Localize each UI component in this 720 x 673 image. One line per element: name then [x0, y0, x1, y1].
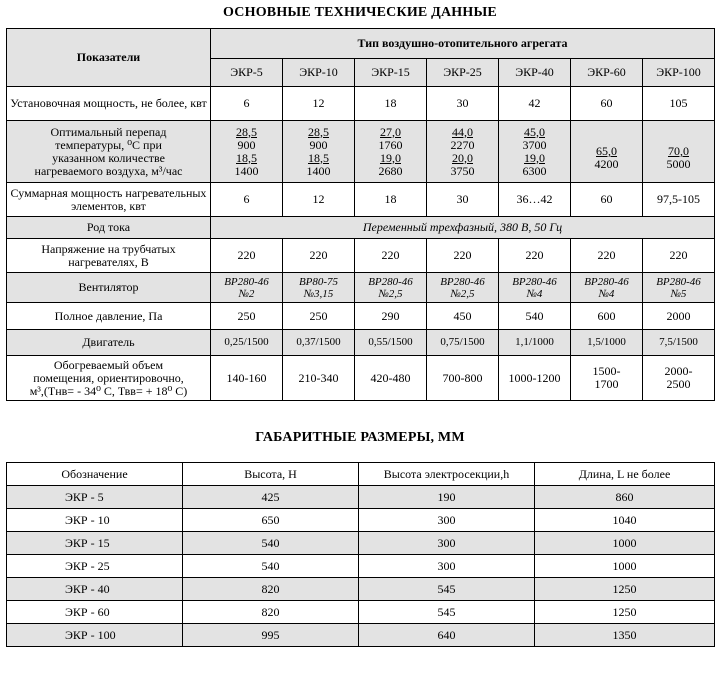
model-header: ЭКР-10: [283, 59, 355, 87]
heater-power-value: 12: [283, 183, 355, 217]
volume-value: [427, 356, 499, 401]
temp-diff-value: 4200: [594, 157, 619, 171]
dims-value-cell: 1000: [535, 532, 715, 555]
temp-diff-value: 6300: [522, 163, 547, 178]
dims-value-cell: 820: [183, 578, 359, 601]
temp-diff-cell: [499, 121, 571, 183]
temp-diff-cell: [283, 121, 355, 183]
engine-value: 1,5/1000: [571, 330, 643, 356]
volume-value: [643, 356, 715, 401]
dims-value-cell: 1250: [535, 601, 715, 624]
fan-value-line: №4: [598, 287, 615, 300]
volume-value: [499, 356, 571, 401]
dims-value-cell: 1040: [535, 509, 715, 532]
tech-spec-table: [6, 28, 715, 401]
dims-column-header: Высота электросекции,h: [359, 463, 535, 486]
dims-value-cell: 995: [183, 624, 359, 647]
volume-value-line: 210-340: [298, 370, 339, 385]
temp-diff-value: 1400: [306, 163, 331, 178]
temp-diff-value: 5000: [666, 157, 691, 171]
volume-value: [355, 356, 427, 401]
volume-value-line: 420-480: [370, 370, 411, 385]
dims-value-cell: 540: [183, 555, 359, 578]
temp-diff-cell: [355, 121, 427, 183]
power-value: 42: [499, 87, 571, 121]
fan-value-line: №2: [238, 287, 255, 300]
temp-diff-value: 28,5: [236, 124, 257, 139]
power-value: 30: [427, 87, 499, 121]
dims-row: [7, 509, 715, 532]
voltage-value: 220: [643, 239, 715, 273]
dims-row: [7, 578, 715, 601]
temp-diff-cell: [571, 121, 643, 183]
engine-value: 0,55/1500: [355, 330, 427, 356]
engine-label: Двигатель: [7, 330, 211, 356]
temp-diff-cell: [211, 121, 283, 183]
dims-column-header: Высота, Н: [183, 463, 359, 486]
fan-value-line: ВР80-75: [298, 275, 339, 288]
temp-diff-value: 1760: [378, 137, 403, 152]
fan-value: [427, 273, 499, 303]
voltage-value: 220: [427, 239, 499, 273]
dims-value-cell: 540: [183, 532, 359, 555]
volume-label-line: м³,(Тнв= - 34⁰ С, Твв= + 18⁰ С): [29, 383, 188, 398]
dims-row: [7, 486, 715, 509]
temp-diff-value: 2270: [450, 137, 475, 152]
fan-value: [499, 273, 571, 303]
temp-diff-value: 3750: [450, 163, 475, 178]
dims-row: [7, 555, 715, 578]
heater-power-value: 6: [211, 183, 283, 217]
temp-diff-value: 28,5: [308, 124, 329, 139]
spec-title: ОСНОВНЫЕ ТЕХНИЧЕСКИЕ ДАННЫЕ: [223, 5, 497, 20]
temp-diff-value: 900: [309, 137, 328, 152]
type-header: Тип воздушно-отопительного агрегата: [211, 29, 715, 59]
engine-value: 0,25/1500: [211, 330, 283, 356]
dims-row: [7, 624, 715, 647]
dims-value-cell: 300: [359, 532, 535, 555]
temp-diff-value: 65,0: [596, 144, 617, 158]
fan-value: [571, 273, 643, 303]
fan-value-line: №2,5: [378, 287, 403, 300]
fan-value-line: №3,15: [303, 287, 334, 300]
power-value: 12: [283, 87, 355, 121]
temp-diff-value: 70,0: [668, 144, 689, 158]
fan-value-line: ВР280-46: [224, 275, 269, 288]
volume-value-line: 1500-: [592, 364, 621, 378]
dims-column-header: Длина, L не более: [535, 463, 715, 486]
engine-value: 1,1/1000: [499, 330, 571, 356]
engine-value: 0,75/1500: [427, 330, 499, 356]
volume-value-line: 2500: [666, 377, 691, 391]
voltage-value: 220: [283, 239, 355, 273]
dims-value-cell: 300: [359, 509, 535, 532]
volume-value: [283, 356, 355, 401]
fan-value: [643, 273, 715, 303]
fan-value-line: ВР280-46: [440, 275, 485, 288]
temp-diff-value: 1400: [234, 163, 259, 178]
temp-diff-value: 19,0: [380, 150, 401, 165]
volume-label-line: Обогреваемый объем: [53, 357, 164, 372]
dims-value-cell: 1350: [535, 624, 715, 647]
fan-value-line: ВР280-46: [368, 275, 413, 288]
temp-diff-value: 900: [237, 137, 256, 152]
dims-value-cell: 545: [359, 578, 535, 601]
volume-value-line: 140-160: [226, 370, 267, 385]
fan-value-line: ВР280-46: [656, 275, 701, 288]
dims-value-cell: 190: [359, 486, 535, 509]
temp_diff-label-line: Оптимальный перепад: [50, 124, 167, 139]
volume-value-line: 1700: [594, 377, 619, 391]
volume-label-line: помещения, ориентировочно,: [33, 370, 184, 385]
power-value: 6: [211, 87, 283, 121]
fan-value-line: №5: [670, 287, 687, 300]
temp-diff-value: 3700: [522, 137, 547, 152]
dims-value-cell: 650: [183, 509, 359, 532]
dims-value-cell: 860: [535, 486, 715, 509]
dims-header-row: [7, 463, 715, 486]
voltage-label: Напряжение на трубчатых нагревателях, В: [7, 239, 211, 273]
fan-value-line: ВР280-46: [584, 275, 629, 288]
dimensions-table: [6, 462, 715, 647]
dims-model-cell: ЭКР - 5: [7, 486, 183, 509]
pressure-value: 250: [211, 303, 283, 330]
fan-value-line: №4: [526, 287, 543, 300]
power-label: Установочная мощность, не более, квт: [7, 87, 211, 121]
pressure-value: 250: [283, 303, 355, 330]
temp_diff-label-line: указанном количестве: [52, 150, 165, 165]
pressure-value: 450: [427, 303, 499, 330]
model-header: ЭКР-5: [211, 59, 283, 87]
volume-value-line: 2000-: [664, 364, 693, 378]
temp_diff-label-line: нагреваемого воздуха, м³/час: [34, 163, 183, 178]
dims-model-cell: ЭКР - 10: [7, 509, 183, 532]
volume-label: [7, 356, 211, 401]
heater-power-value: 18: [355, 183, 427, 217]
dims-value-cell: 300: [359, 555, 535, 578]
heater_power-label: Суммарная мощность нагревательных элементов, квт: [7, 183, 211, 217]
temp-diff-value: 18,5: [308, 150, 329, 165]
dims-value-cell: 640: [359, 624, 535, 647]
dims-value-cell: 820: [183, 601, 359, 624]
dims-model-cell: ЭКР - 40: [7, 578, 183, 601]
dims-model-cell: ЭКР - 100: [7, 624, 183, 647]
pressure-value: 2000: [643, 303, 715, 330]
temp-diff-value: 2680: [378, 163, 403, 178]
pressure-value: 600: [571, 303, 643, 330]
pressure-value: 540: [499, 303, 571, 330]
engine-value: 7,5/1500: [643, 330, 715, 356]
dims-title: ГАБАРИТНЫЕ РАЗМЕРЫ, ММ: [255, 430, 465, 445]
dims-value-cell: 425: [183, 486, 359, 509]
volume-value-line: 1000-1200: [508, 370, 561, 385]
temp-diff-value: 19,0: [524, 150, 545, 165]
dims-model-cell: ЭКР - 60: [7, 601, 183, 624]
temp-diff-value: 20,0: [452, 150, 473, 165]
dims-value-cell: 1000: [535, 555, 715, 578]
model-header: ЭКР-15: [355, 59, 427, 87]
dims-model-cell: ЭКР - 25: [7, 555, 183, 578]
fan-value: [283, 273, 355, 303]
indicators-header: Показатели: [7, 29, 211, 87]
heater-power-value: 36…42: [499, 183, 571, 217]
pressure-value: 290: [355, 303, 427, 330]
fan-value-line: №2,5: [450, 287, 475, 300]
dims-column-header: Обозначение: [7, 463, 183, 486]
dims-value-cell: 1250: [535, 578, 715, 601]
current-label: Род тока: [7, 217, 211, 239]
dims-model-cell: ЭКР - 15: [7, 532, 183, 555]
dims-value-cell: 545: [359, 601, 535, 624]
dims-row: [7, 532, 715, 555]
heater-power-value: 97,5-105: [643, 183, 715, 217]
fan-label: Вентилятор: [7, 273, 211, 303]
temp-diff-value: 18,5: [236, 150, 257, 165]
volume-value: [211, 356, 283, 401]
fan-value-line: ВР280-46: [512, 275, 557, 288]
fan-value: [211, 273, 283, 303]
voltage-value: 220: [355, 239, 427, 273]
temp_diff-label: [7, 121, 211, 183]
volume-value-line: 700-800: [442, 370, 483, 385]
temp_diff-label-line: температуры, ⁰С при: [55, 137, 162, 152]
current-value: Переменный трехфазный, 380 В, 50 Гц: [211, 217, 715, 239]
temp-diff-value: 44,0: [452, 124, 473, 139]
power-value: 105: [643, 87, 715, 121]
temp-diff-cell: [427, 121, 499, 183]
model-header: ЭКР-25: [427, 59, 499, 87]
model-header: ЭКР-40: [499, 59, 571, 87]
voltage-value: 220: [499, 239, 571, 273]
temp-diff-value: 27,0: [380, 124, 401, 139]
power-value: 18: [355, 87, 427, 121]
model-header: ЭКР-100: [643, 59, 715, 87]
voltage-value: 220: [571, 239, 643, 273]
model-header: ЭКР-60: [571, 59, 643, 87]
power-value: 60: [571, 87, 643, 121]
heater-power-value: 60: [571, 183, 643, 217]
heater-power-value: 30: [427, 183, 499, 217]
temp-diff-cell: [643, 121, 715, 183]
pressure-label: Полное давление, Па: [7, 303, 211, 330]
volume-value: [571, 356, 643, 401]
engine-value: 0,37/1500: [283, 330, 355, 356]
voltage-value: 220: [211, 239, 283, 273]
dims-row: [7, 601, 715, 624]
fan-value: [355, 273, 427, 303]
temp-diff-value: 45,0: [524, 124, 545, 139]
